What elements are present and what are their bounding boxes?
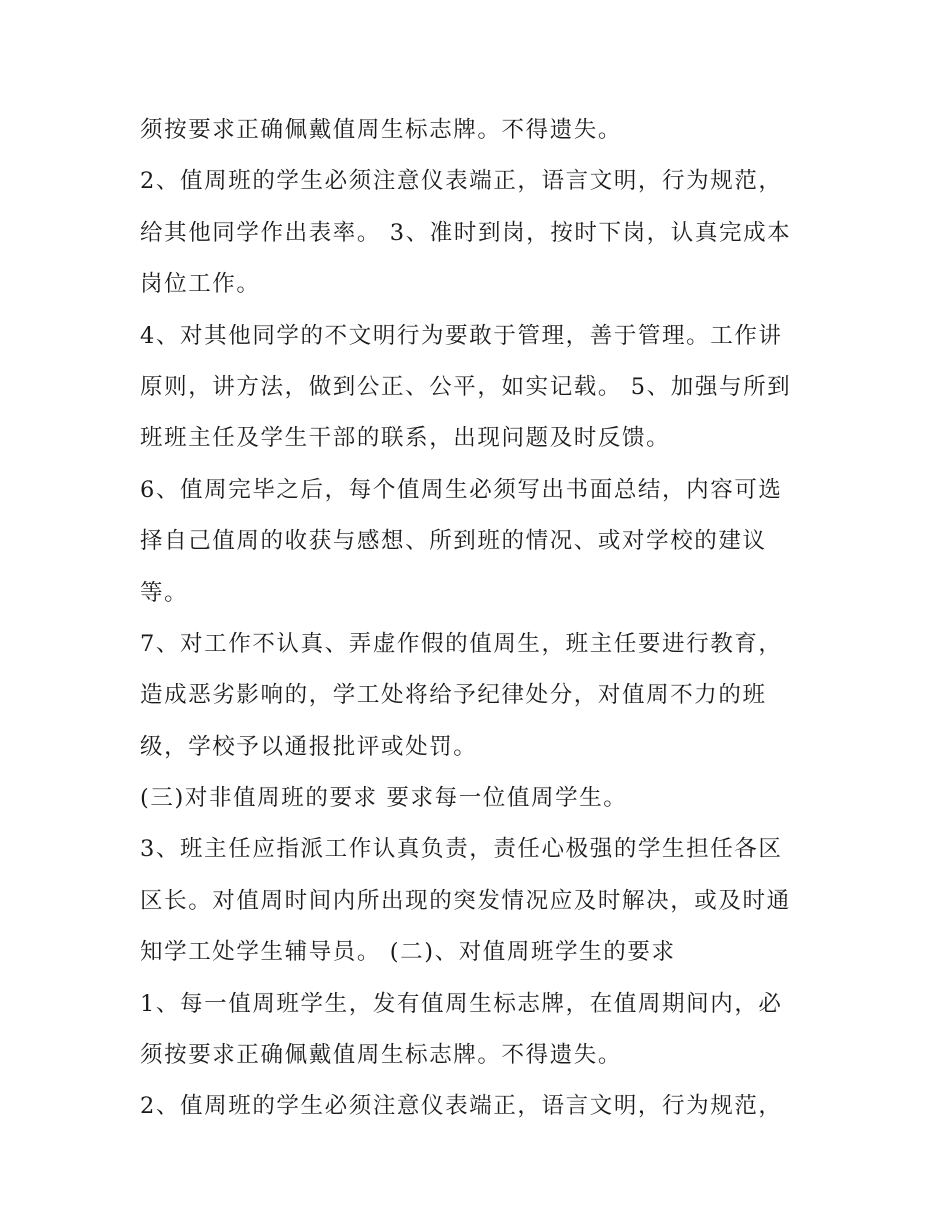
text-line: 择自己值周的收获与感想、所到班的情况、或对学校的建议 [140,528,767,555]
text-line: 1、每一值周班学生，发有值周生标志牌，在值周期间内，必 [140,990,783,1017]
text-line: 级，学校予以通报批评或处罚。 [140,733,478,760]
text-line: 给其他同学作出表率。 3、准时到岗，按时下岗，认真完成本 [140,219,792,246]
text-line: 原则，讲方法，做到公正、公平，如实记载。 5、加强与所到 [140,373,792,400]
text-line: 3、班主任应指派工作认真负责，责任心极强的学生担任各区 [140,836,783,863]
text-line: 知学工处学生辅导员。 (二)、对值周班学生的要求 [140,939,676,966]
text-line: 7、对工作不认真、弄虚作假的值周生，班主任要进行教育， [140,630,783,657]
document-body [140,105,820,1133]
text-line: 2、值周班的学生必须注意仪表端正，语言文明，行为规范， [140,1093,783,1120]
section-heading: (三)对非值周班的要求 要求每一位值周学生。 [140,785,628,812]
text-line: 须按要求正确佩戴值周生标志牌。不得遗失。 [140,1042,623,1069]
text-line: 造成恶劣影响的，学工处将给予纪律处分，对值周不力的班 [140,682,767,709]
text-line: 须按要求正确佩戴值周生标志牌。不得遗失。 [140,117,623,143]
text-line: 2、值周班的学生必须注意仪表端正，语言文明，行为规范， [140,168,783,195]
text-line: 等。 [140,579,189,606]
text-line: 区长。对值周时间内所出现的突发情况应及时解决，或及时通 [140,887,791,914]
text-line: 6、值周完毕之后，每个值周生必须写出书面总结，内容可选 [140,476,783,503]
text-line: 4、对其他同学的不文明行为要敢于管理，善于管理。工作讲 [140,322,783,349]
text-line: 班班主任及学生干部的联系，出现问题及时反馈。 [140,425,671,452]
text-line: 岗位工作。 [140,271,261,298]
